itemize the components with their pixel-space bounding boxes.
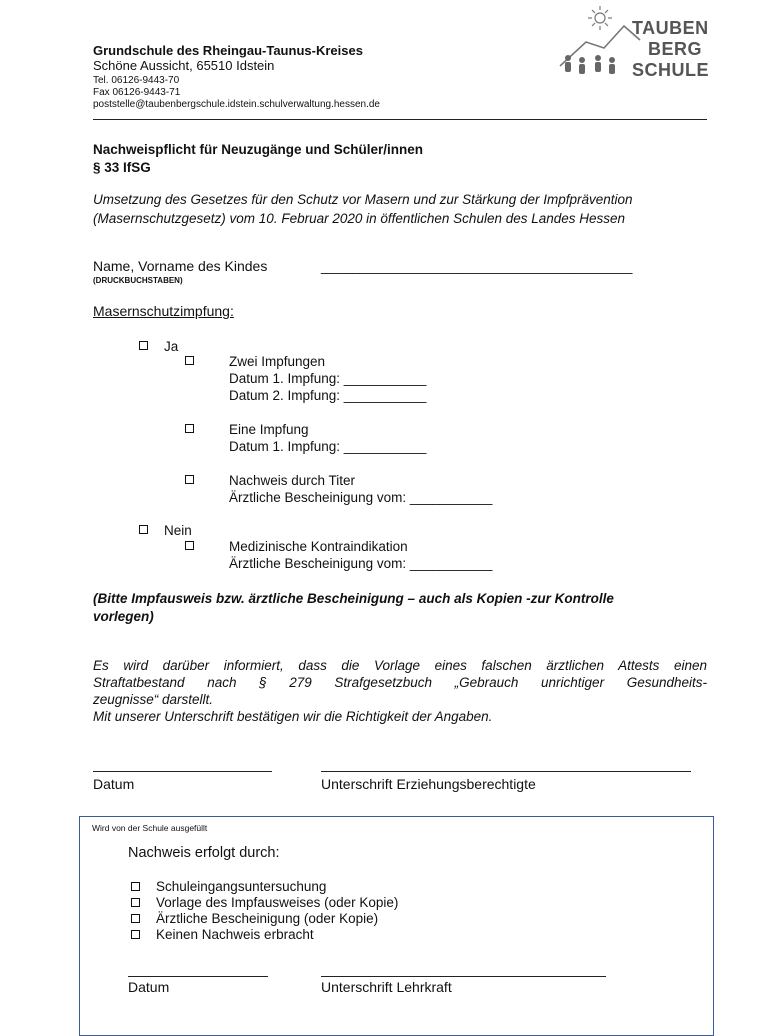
schuleingang-label: Schuleingangsuntersuchung (156, 879, 327, 894)
titer-checkbox[interactable] (185, 475, 194, 484)
logo-text-line3: SCHULE (632, 60, 710, 80)
kein-nachweis-checkbox[interactable] (131, 930, 140, 939)
intro-line2: (Masernschutzgesetz) vom 10. Februar 2020 in öffentlichen Schulen des Landes Hessen (93, 211, 626, 226)
school-box-caption: Wird von der Schule ausgefüllt (92, 823, 208, 833)
date-signature-line[interactable] (93, 771, 272, 772)
legal-warning (93, 657, 707, 725)
teacher-signature-line[interactable] (321, 976, 606, 977)
sun-icon (588, 6, 612, 30)
page-title-line2: § 33 IfSG (93, 160, 151, 175)
impfausweis-vorlage-label: Vorlage des Impfausweises (oder Kopie) (156, 895, 399, 910)
note-line2: vorlegen) (93, 609, 154, 624)
school-box-heading: Nachweis erfolgt durch: (128, 845, 280, 861)
teacher-signature-label: Unterschrift Lehrkraft (321, 979, 452, 995)
date-label: Datum (93, 776, 135, 792)
page-title (93, 141, 423, 177)
school-fax: Fax 06126-9443-71 (93, 87, 181, 98)
children-icon (565, 55, 615, 74)
eine-impfung-label: Eine Impfung (229, 422, 309, 437)
kein-nachweis-label: Keinen Nachweis erbracht (156, 927, 314, 942)
zwei-impfungen-checkbox[interactable] (185, 356, 194, 365)
child-name-label: Name, Vorname des Kindes (93, 258, 268, 274)
kontraindikation-label: Medizinische Kontraindikation (229, 539, 408, 554)
page-title-line1: Nachweispflicht für Neuzugänge und Schüler/innen (93, 142, 424, 157)
school-address: Schöne Aussicht, 65510 Idstein (93, 58, 275, 73)
nein-checkbox[interactable] (139, 525, 148, 534)
school-email: poststelle@taubenbergschule.idstein.schulverwaltung.hessen.de (93, 99, 380, 110)
school-logo (558, 4, 708, 88)
teacher-date-line[interactable] (128, 976, 268, 977)
zwei-impfungen-label: Zwei Impfungen (229, 354, 326, 369)
parent-signature-line[interactable] (321, 771, 691, 772)
aerztliche-bescheinigung-checkbox[interactable] (131, 914, 140, 923)
impfausweis-note (93, 590, 614, 626)
child-name-field[interactable]: ________________________________________ (321, 258, 633, 274)
logo-text-line2: BERG (648, 39, 703, 59)
warning-line4: Mit unserer Unterschrift bestätigen wir die Richtigkeit der Angaben. (93, 709, 493, 724)
warning-line2: Straftatbestand nach § 279 Strafgesetzbuch „Gebrauch unrichtiger Gesundheits- (93, 675, 707, 690)
kontraindikation-bescheinigung-field[interactable]: Ärztliche Bescheinigung vom: ___________ (229, 556, 493, 571)
warning-line3: zeugnisse“ darstellt. (93, 692, 214, 707)
ja-label: Ja (164, 339, 179, 354)
titer-bescheinigung-field[interactable]: Ärztliche Bescheinigung vom: ___________ (229, 490, 493, 505)
schuleingang-checkbox[interactable] (131, 882, 140, 891)
school-use-box (79, 816, 714, 1036)
school-name: Grundschule des Rheingau-Taunus-Kreises (93, 43, 363, 58)
section-heading: Masernschutzimpfung: (93, 303, 234, 319)
child-name-sublabel: (DRUCKBUCHSTABEN) (93, 276, 183, 285)
nein-label: Nein (164, 523, 192, 538)
zwei-impfungen-option (229, 353, 426, 404)
intro-line1: Umsetzung des Gesetzes für den Schutz vor Masern und zur Stärkung der Impfprävention (93, 192, 633, 207)
header-divider (93, 119, 707, 120)
ja-checkbox[interactable] (139, 341, 148, 350)
zwei-datum2-field[interactable]: Datum 2. Impfung: ___________ (229, 388, 427, 403)
kontraindikation-checkbox[interactable] (185, 541, 194, 550)
titer-label: Nachweis durch Titer (229, 473, 356, 488)
aerztliche-bescheinigung-label: Ärztliche Bescheinigung (oder Kopie) (156, 911, 379, 926)
parent-signature-label: Unterschrift Erziehungsberechtigte (321, 776, 536, 792)
kontraindikation-option (229, 538, 492, 572)
warning-line1: Es wird darüber informiert, dass die Vorlage eines falschen ärztlichen Attests einen (93, 658, 707, 673)
note-line1: (Bitte Impfausweis bzw. ärztliche Bescheinigung – auch als Kopien -zur Kontrolle (93, 591, 614, 606)
logo-text-line1: TAUBEN (632, 18, 709, 38)
eine-impfung-option (229, 421, 426, 455)
zwei-datum1-field[interactable]: Datum 1. Impfung: ___________ (229, 371, 427, 386)
impfausweis-vorlage-checkbox[interactable] (131, 898, 140, 907)
intro-text (93, 190, 633, 228)
titer-option (229, 472, 492, 506)
eine-impfung-checkbox[interactable] (185, 424, 194, 433)
eine-datum1-field[interactable]: Datum 1. Impfung: ___________ (229, 439, 427, 454)
school-phone: Tel. 06126-9443-70 (93, 75, 180, 86)
teacher-date-label: Datum (128, 979, 170, 995)
